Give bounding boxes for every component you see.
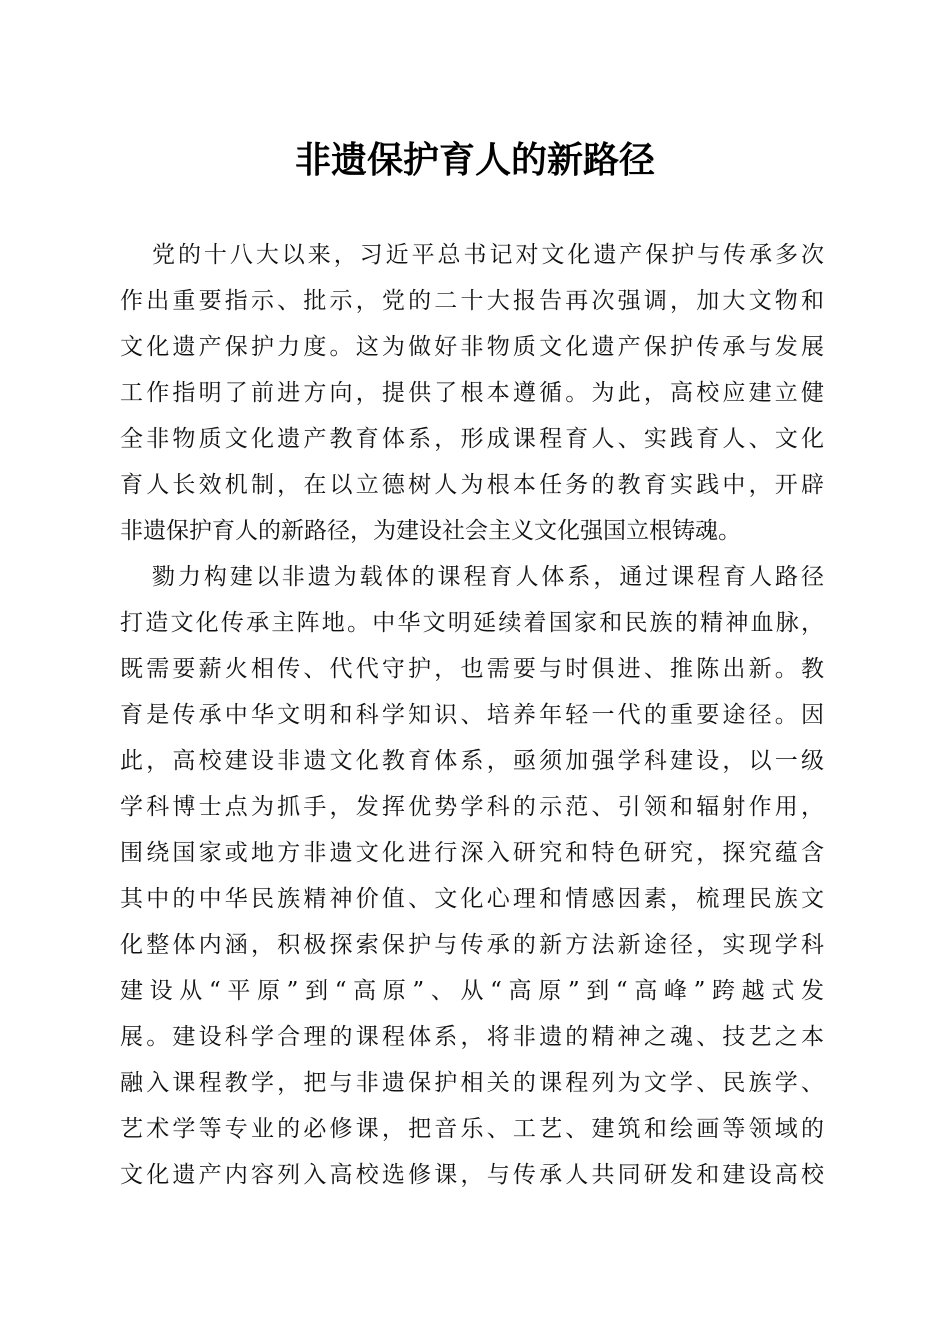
paragraph-2-line-3: 既需要薪火相传、代代守护，也需要与时俱进、推陈出新。教: [120, 656, 824, 682]
paragraph-1-line-7: 非遗保护育人的新路径，为建设社会主义文化强国立根铸魂。: [120, 518, 741, 544]
paragraph-2-line-7: 围绕国家或地方非遗文化进行深入研究和特色研究，探究蕴含: [120, 840, 824, 866]
paragraph-2-line-9: 化整体内涵，积极探索保护与传承的新方法新途径，实现学科: [120, 932, 824, 958]
paragraph-1-line-1: 党的十八大以来，习近平总书记对文化遗产保护与传承多次: [152, 242, 824, 268]
paragraph-1-line-5: 全非物质文化遗产教育体系，形成课程育人、实践育人、文化: [120, 426, 824, 452]
paragraph-2-line-14: 文化遗产内容列入高校选修课，与传承人共同研发和建设高校: [120, 1162, 824, 1188]
paragraph-2-line-4: 育是传承中华文明和科学知识、培养年轻一代的重要途径。因: [120, 702, 824, 728]
paragraph-2-line-11: 展。建设科学合理的课程体系，将非遗的精神之魂、技艺之本: [120, 1024, 824, 1050]
paragraph-2-line-1: 勠力构建以非遗为载体的课程育人体系，通过课程育人路径: [152, 564, 824, 590]
paragraph-2-line-2: 打造文化传承主阵地。中华文明延续着国家和民族的精神血脉，: [120, 610, 824, 636]
paragraph-1-line-3: 文化遗产保护力度。这为做好非物质文化遗产保护传承与发展: [120, 334, 824, 360]
paragraph-2-line-13: 艺术学等专业的必修课，把音乐、工艺、建筑和绘画等领域的: [120, 1116, 824, 1142]
paragraph-2-line-5: 此，高校建设非遗文化教育体系，亟须加强学科建设，以一级: [120, 748, 824, 774]
paragraph-2-line-8: 其中的中华民族精神价值、文化心理和情感因素，梳理民族文: [120, 886, 824, 912]
document-body: [120, 232, 824, 1198]
paragraph-1-line-6: 育人长效机制，在以立德树人为根本任务的教育实践中，开辟: [120, 472, 824, 498]
paragraph-2-line-10: 建设从“平原”到“高原”、从“高原”到“高峰”跨越式发: [120, 978, 824, 1004]
paragraph-2-line-6: 学科博士点为抓手，发挥优势学科的示范、引领和辐射作用，: [120, 794, 824, 820]
paragraph-1-line-4: 工作指明了前进方向，提供了根本遵循。为此，高校应建立健: [120, 380, 824, 406]
paragraph-1-line-2: 作出重要指示、批示，党的二十大报告再次强调，加大文物和: [120, 288, 824, 314]
document-title: 非遗保护育人的新路径: [294, 139, 655, 181]
paragraph-2-line-12: 融入课程教学，把与非遗保护相关的课程列为文学、民族学、: [120, 1070, 824, 1096]
